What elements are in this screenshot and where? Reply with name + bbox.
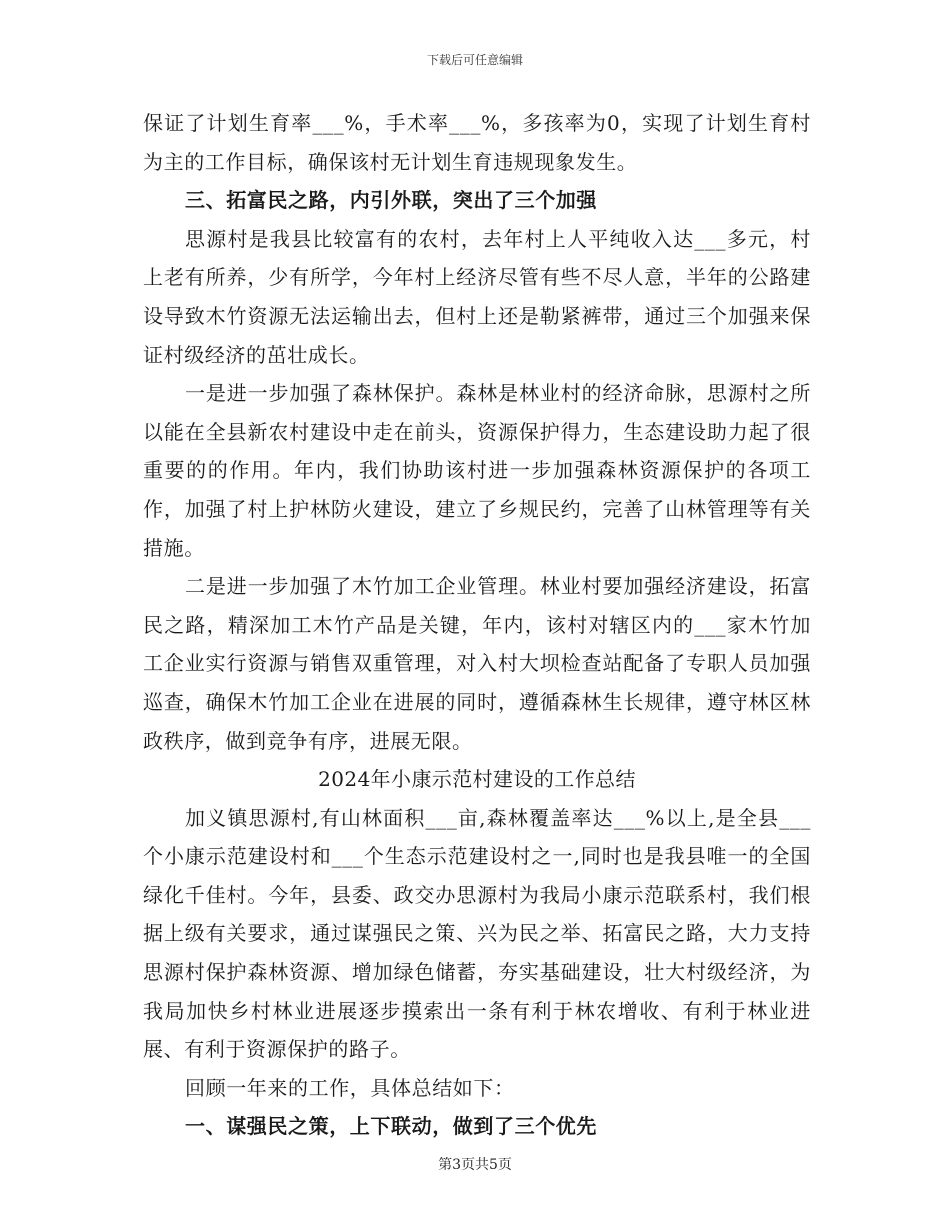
paragraph-village-intro: 加义镇思源村,有山林面积___亩,森林覆盖率达___%以上,是全县___个小康示范建设村和___个生态示范建设村之一,同时也是我县唯一的全国绿化千佳村。今年，县委、政交办思源村为我局小康示范联系村，我们根据上级有关要求，通过谋强民之策、兴为民之举、拓富民之路，大力支持思源村保护森林资源、增加绿色储蓄，夯实基础建设，壮大村级经济，为我局加快乡村林业进展逐步摸索出一条有利于林农增收、有利于林业进展、有利于资源保护的路子。 — [143, 805, 811, 1062]
paragraph-family-planning: 保证了计划生育率___%，手术率___%，多孩率为0，实现了计划生育村为主的工作目标，确保该村无计划生育违规现象发生。 — [143, 111, 811, 174]
page-number: 第3页共5页 — [438, 1157, 512, 1173]
paragraph-wood-processing: 二是进一步加强了木竹加工企业管理。林业村要加强经济建设，拓富民之路，精深加工木竹产品是关键，年内，该村对辖区内的___家木竹加工企业实行资源与销售双重管理，对入村大坝检查站配备了专职人员加强巡查，确保木竹加工企业在进展的同时，遵循森林生长规律，遵守林区林政秩序，做到竞争有序，进展无限。 — [143, 574, 811, 753]
paragraph-review-intro: 回顾一年来的工作，具体总结如下： — [185, 1075, 515, 1100]
section-heading-one: 一、谋强民之策，上下联动，做到了三个优先 — [185, 1114, 597, 1139]
document-title: 2024年小康示范村建设的工作总结 — [318, 767, 636, 792]
paragraph-village-economy: 思源村是我县比较富有的农村，去年村上人平纯收入达___多元，村上老有所养，少有所学，今年村上经济尽管有些不尽人意，半年的公路建设导致木竹资源无法运输出去，但村上还是勒紧裤带，通过三个加强来保证村级经济的茁壮成长。 — [143, 226, 811, 367]
page-header-note: 下载后可任意编辑 — [426, 53, 523, 67]
paragraph-forest-protection: 一是进一步加强了森林保护。森林是林业村的经济命脉，思源村之所以能在全县新农村建设中走在前头，资源保护得力，生态建设助力起了很重要的的作用。年内，我们协助该村进一步加强森林资源保护的各项工作，加强了村上护林防火建设，建立了乡规民约，完善了山林管理等有关措施。 — [143, 381, 811, 560]
document-body — [143, 104, 811, 1146]
section-heading-three: 三、拓富民之路，内引外联，突出了三个加强 — [185, 188, 597, 213]
